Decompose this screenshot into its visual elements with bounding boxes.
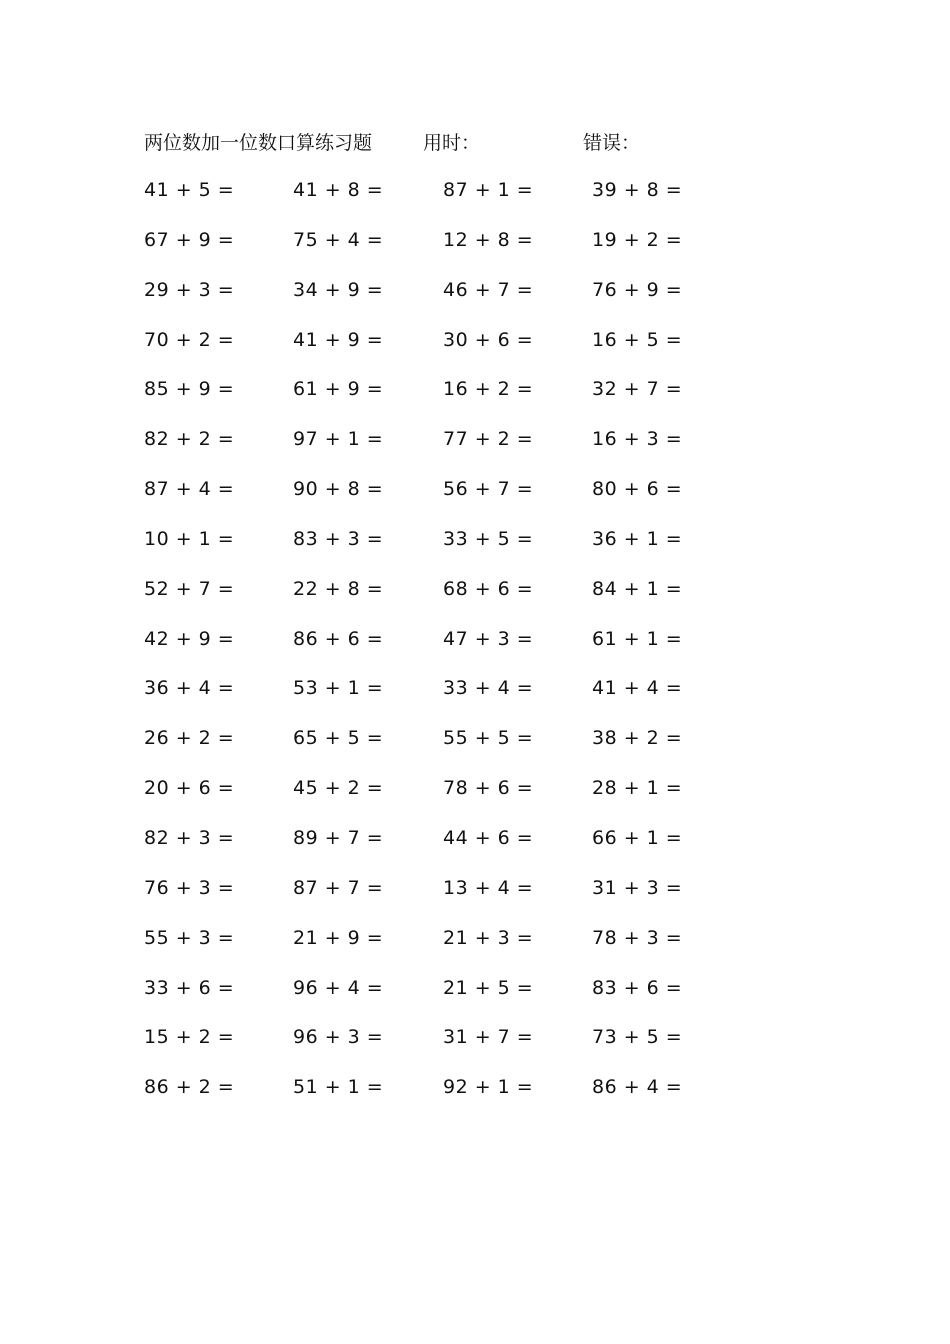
problem: 80 + 6 = bbox=[592, 478, 683, 501]
problem: 86 + 6 = bbox=[293, 627, 384, 650]
problem: 12 + 8 = bbox=[443, 228, 534, 251]
problem-row bbox=[0, 374, 950, 424]
problem: 41 + 4 = bbox=[592, 677, 683, 700]
problem: 21 + 3 = bbox=[443, 926, 534, 949]
problem: 41 + 5 = bbox=[144, 179, 235, 201]
problem-row bbox=[0, 624, 950, 674]
problem: 33 + 5 = bbox=[443, 527, 534, 550]
problem: 86 + 2 = bbox=[144, 1076, 235, 1099]
problem: 82 + 3 = bbox=[144, 826, 235, 849]
problem-row bbox=[0, 474, 950, 524]
problem-row bbox=[0, 973, 950, 1023]
problem: 86 + 4 = bbox=[592, 1076, 683, 1099]
problem: 55 + 5 = bbox=[443, 727, 534, 750]
problem-row bbox=[0, 574, 950, 624]
problem: 65 + 5 = bbox=[293, 727, 384, 750]
problem: 92 + 1 = bbox=[443, 1076, 534, 1099]
problem: 68 + 6 = bbox=[443, 577, 534, 600]
problem: 53 + 1 = bbox=[293, 677, 384, 700]
time-used-label: 用时： bbox=[423, 132, 481, 154]
worksheet-header bbox=[0, 128, 950, 158]
problem: 97 + 1 = bbox=[293, 428, 384, 451]
problem: 78 + 6 = bbox=[443, 777, 534, 800]
problem: 55 + 3 = bbox=[144, 926, 235, 949]
problem: 87 + 1 = bbox=[443, 179, 534, 201]
problem: 33 + 6 = bbox=[144, 976, 235, 999]
problem: 13 + 4 = bbox=[443, 876, 534, 899]
problem: 31 + 3 = bbox=[592, 876, 683, 899]
problem: 75 + 4 = bbox=[293, 228, 384, 251]
problem: 29 + 3 = bbox=[144, 278, 235, 301]
problem: 56 + 7 = bbox=[443, 478, 534, 501]
problem: 51 + 1 = bbox=[293, 1076, 384, 1099]
problem: 30 + 6 = bbox=[443, 328, 534, 351]
problem: 87 + 7 = bbox=[293, 876, 384, 899]
problem: 16 + 2 = bbox=[443, 378, 534, 401]
problem: 44 + 6 = bbox=[443, 826, 534, 849]
problem: 77 + 2 = bbox=[443, 428, 534, 451]
problem: 96 + 4 = bbox=[293, 976, 384, 999]
problem: 52 + 7 = bbox=[144, 577, 235, 600]
problem: 26 + 2 = bbox=[144, 727, 235, 750]
problem: 76 + 3 = bbox=[144, 876, 235, 899]
problem: 31 + 7 = bbox=[443, 1026, 534, 1049]
errors-label: 错误： bbox=[583, 132, 641, 154]
problem: 16 + 5 = bbox=[592, 328, 683, 351]
problem: 39 + 8 = bbox=[592, 179, 683, 201]
problem: 10 + 1 = bbox=[144, 527, 235, 550]
problem: 38 + 2 = bbox=[592, 727, 683, 750]
problem: 36 + 4 = bbox=[144, 677, 235, 700]
problem: 28 + 1 = bbox=[592, 777, 683, 800]
problem: 21 + 9 = bbox=[293, 926, 384, 949]
problem-row bbox=[0, 325, 950, 375]
problem: 15 + 2 = bbox=[144, 1026, 235, 1049]
problem: 19 + 2 = bbox=[592, 228, 683, 251]
problem: 87 + 4 = bbox=[144, 478, 235, 501]
problem-row bbox=[0, 175, 950, 225]
problem: 16 + 3 = bbox=[592, 428, 683, 451]
problem-row bbox=[0, 873, 950, 923]
problem-row bbox=[0, 275, 950, 325]
problem-row bbox=[0, 1072, 950, 1122]
problem: 20 + 6 = bbox=[144, 777, 235, 800]
worksheet-title: 两位数加一位数口算练习题 bbox=[144, 132, 373, 154]
problem-row bbox=[0, 723, 950, 773]
problem-row bbox=[0, 823, 950, 873]
problem: 67 + 9 = bbox=[144, 228, 235, 251]
problem: 61 + 9 = bbox=[293, 378, 384, 401]
problem-row bbox=[0, 923, 950, 973]
problem-row bbox=[0, 673, 950, 723]
problem: 83 + 3 = bbox=[293, 527, 384, 550]
problem-row bbox=[0, 773, 950, 823]
problem: 41 + 9 = bbox=[293, 328, 384, 351]
problem-row bbox=[0, 1022, 950, 1072]
problem-row bbox=[0, 424, 950, 474]
problem: 73 + 5 = bbox=[592, 1026, 683, 1049]
problem: 21 + 5 = bbox=[443, 976, 534, 999]
problem-grid bbox=[0, 175, 950, 1122]
problem: 22 + 8 = bbox=[293, 577, 384, 600]
problem: 47 + 3 = bbox=[443, 627, 534, 650]
problem: 34 + 9 = bbox=[293, 278, 384, 301]
problem: 70 + 2 = bbox=[144, 328, 235, 351]
problem: 42 + 9 = bbox=[144, 627, 235, 650]
problem: 83 + 6 = bbox=[592, 976, 683, 999]
problem: 89 + 7 = bbox=[293, 826, 384, 849]
problem: 46 + 7 = bbox=[443, 278, 534, 301]
problem: 85 + 9 = bbox=[144, 378, 235, 401]
problem: 36 + 1 = bbox=[592, 527, 683, 550]
problem: 96 + 3 = bbox=[293, 1026, 384, 1049]
problem: 76 + 9 = bbox=[592, 278, 683, 301]
problem-row bbox=[0, 524, 950, 574]
problem: 90 + 8 = bbox=[293, 478, 384, 501]
problem: 61 + 1 = bbox=[592, 627, 683, 650]
problem: 66 + 1 = bbox=[592, 826, 683, 849]
problem: 33 + 4 = bbox=[443, 677, 534, 700]
problem: 45 + 2 = bbox=[293, 777, 384, 800]
problem: 32 + 7 = bbox=[592, 378, 683, 401]
problem: 78 + 3 = bbox=[592, 926, 683, 949]
problem: 84 + 1 = bbox=[592, 577, 683, 600]
problem: 82 + 2 = bbox=[144, 428, 235, 451]
problem: 41 + 8 = bbox=[293, 179, 384, 201]
problem-row bbox=[0, 225, 950, 275]
